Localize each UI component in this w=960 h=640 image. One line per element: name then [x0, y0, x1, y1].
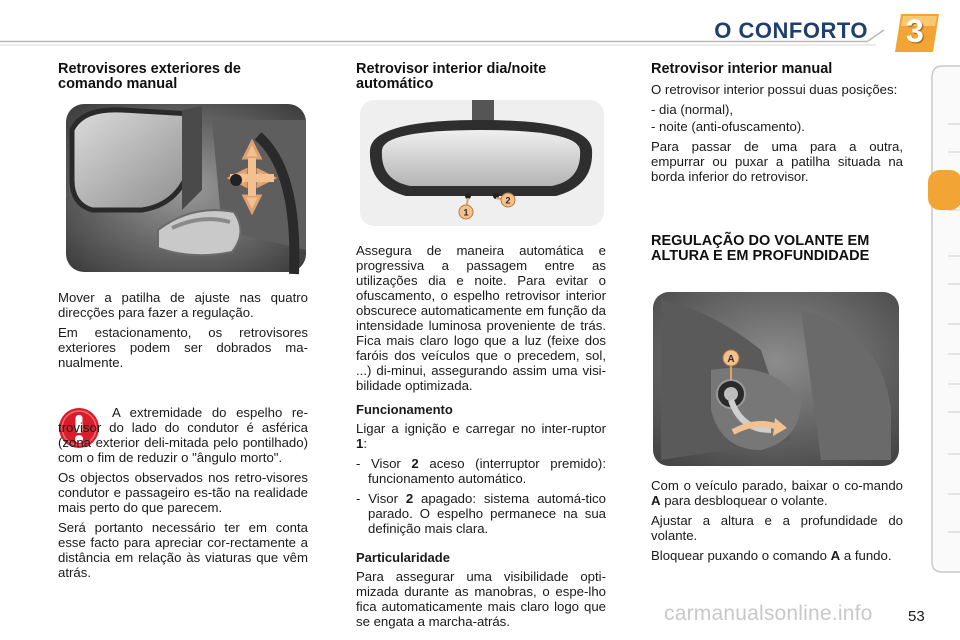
d2c: apagado: sistema automá-tico parado. O espelho permanece na sua definição mais clara.: [368, 491, 606, 536]
heading-steering: REGULAÇÃO DO VOLANTE EM ALTURA E EM PROFUNDIDADE: [651, 233, 870, 264]
warning-text: A extremidade do espelho re-trovisor do lado do condutor é asférica (zona exterior deli-mitada pelo pontilhado) com o fim de reduzir o "ângulo morto".: [58, 405, 308, 465]
auto-dash-1: [356, 456, 606, 486]
door-mirror-photo: [62, 100, 308, 276]
steering-text: [651, 478, 903, 568]
column-manual-mirror: [651, 62, 903, 264]
watermark: carmanualsonline.info: [664, 602, 873, 625]
manual-dash-2: - noite (anti-ofuscamento).: [651, 119, 805, 134]
s-p1a: Com o veículo parado, baixar o co-mando: [651, 478, 903, 493]
s-p3b: A: [830, 548, 841, 563]
auto-p3: Para assegurar uma visibilidade opti-mizada durante as manobras, o espe-lho fica automaticamente mais claro logo que se engata a marcha-atrás.: [356, 569, 606, 629]
sub-funcionamento: Funcionamento: [356, 402, 453, 417]
callout-a: A: [727, 354, 735, 365]
column-exterior-mirrors: [58, 62, 308, 92]
manual-dash-1: - dia (normal),: [651, 102, 734, 117]
d1a: - Visor: [356, 456, 412, 471]
warning-block: [58, 405, 308, 585]
d2b: 2: [405, 491, 414, 506]
auto-dash-2: [356, 491, 606, 536]
steering-lever-photo: [651, 290, 901, 468]
auto-p2: [356, 421, 606, 451]
page-number: 53: [908, 608, 925, 625]
column-auto-mirror: [356, 62, 606, 92]
steering-p3: [651, 548, 903, 563]
exterior-mirrors-text: [58, 290, 308, 375]
d1c: aceso (interruptor premido): funcionamento automático.: [368, 456, 606, 486]
d2a: - Visor: [356, 491, 406, 506]
sub-particularidade: Particularidade: [356, 550, 450, 565]
auto-p1: Assegura de maneira automática e progressiva a passagem entre as utilizações dia e noite. Para evitar o ofuscamento, o espelho retrovisor interior obscurece automaticamente em função da intensidade luminosa proveniente de trás. Fica mais claro logo que a luz (feixe dos faróis dos veículos que o precedem, sol, ...) di-minui, assegurando assim uma visi-bilidade optimizada.: [356, 243, 606, 393]
exterior-p3: Os objectos observados nos retro-visores condutor e passageiro es-tão na realidade mais perto do que parecem.: [58, 470, 308, 515]
active-chapter-tab[interactable]: [928, 170, 960, 210]
callout-1: 1: [463, 207, 469, 218]
auto-mirror-photo: [356, 100, 606, 230]
manual-p1: O retrovisor interior possui duas posições:: [651, 82, 898, 97]
d1b: 2: [411, 456, 419, 471]
steering-p1: [651, 478, 903, 508]
chapter-number: 3: [906, 13, 924, 49]
auto-p2-ref: 1: [356, 436, 364, 451]
exterior-p1: Mover a patilha de ajuste nas quatro direcções para fazer a regulação.: [58, 290, 308, 320]
chapter-tabs: [928, 62, 960, 574]
s-p3a: Bloquear puxando o comando: [651, 548, 831, 563]
callout-2: 2: [505, 195, 511, 206]
s-p1b: A: [651, 493, 661, 508]
s-p3c: a fundo.: [840, 548, 892, 563]
manual-p2: Para passar de uma para a outra, empurrar ou puxar a patilha situada na borda inferior do retrovisor.: [651, 139, 903, 184]
auto-mirror-text: [356, 243, 606, 634]
auto-p2-end: :: [363, 436, 368, 451]
heading-exterior-mirrors: Retrovisores exteriores de comando manual: [58, 61, 241, 92]
steering-p2: Ajustar a altura e a profundidade do volante.: [651, 513, 903, 543]
auto-p2-text: Ligar a ignição e carregar no inter-ruptor: [356, 421, 606, 436]
page-header: [0, 0, 960, 52]
s-p1c: para desbloquear o volante.: [660, 493, 828, 508]
heading-manual-mirror: Retrovisor interior manual: [651, 61, 833, 77]
heading-auto-mirror: Retrovisor interior dia/noite automático: [356, 61, 547, 92]
page-title: O CONFORTO: [714, 18, 868, 43]
exterior-p2: Em estacionamento, os retrovisores exteriores podem ser dobrados ma-nualmente.: [58, 325, 308, 370]
exterior-p4: Será portanto necessário ter em conta esse facto para apreciar cor-rectamente a distância em relação às viaturas que vêm atrás.: [58, 520, 308, 580]
